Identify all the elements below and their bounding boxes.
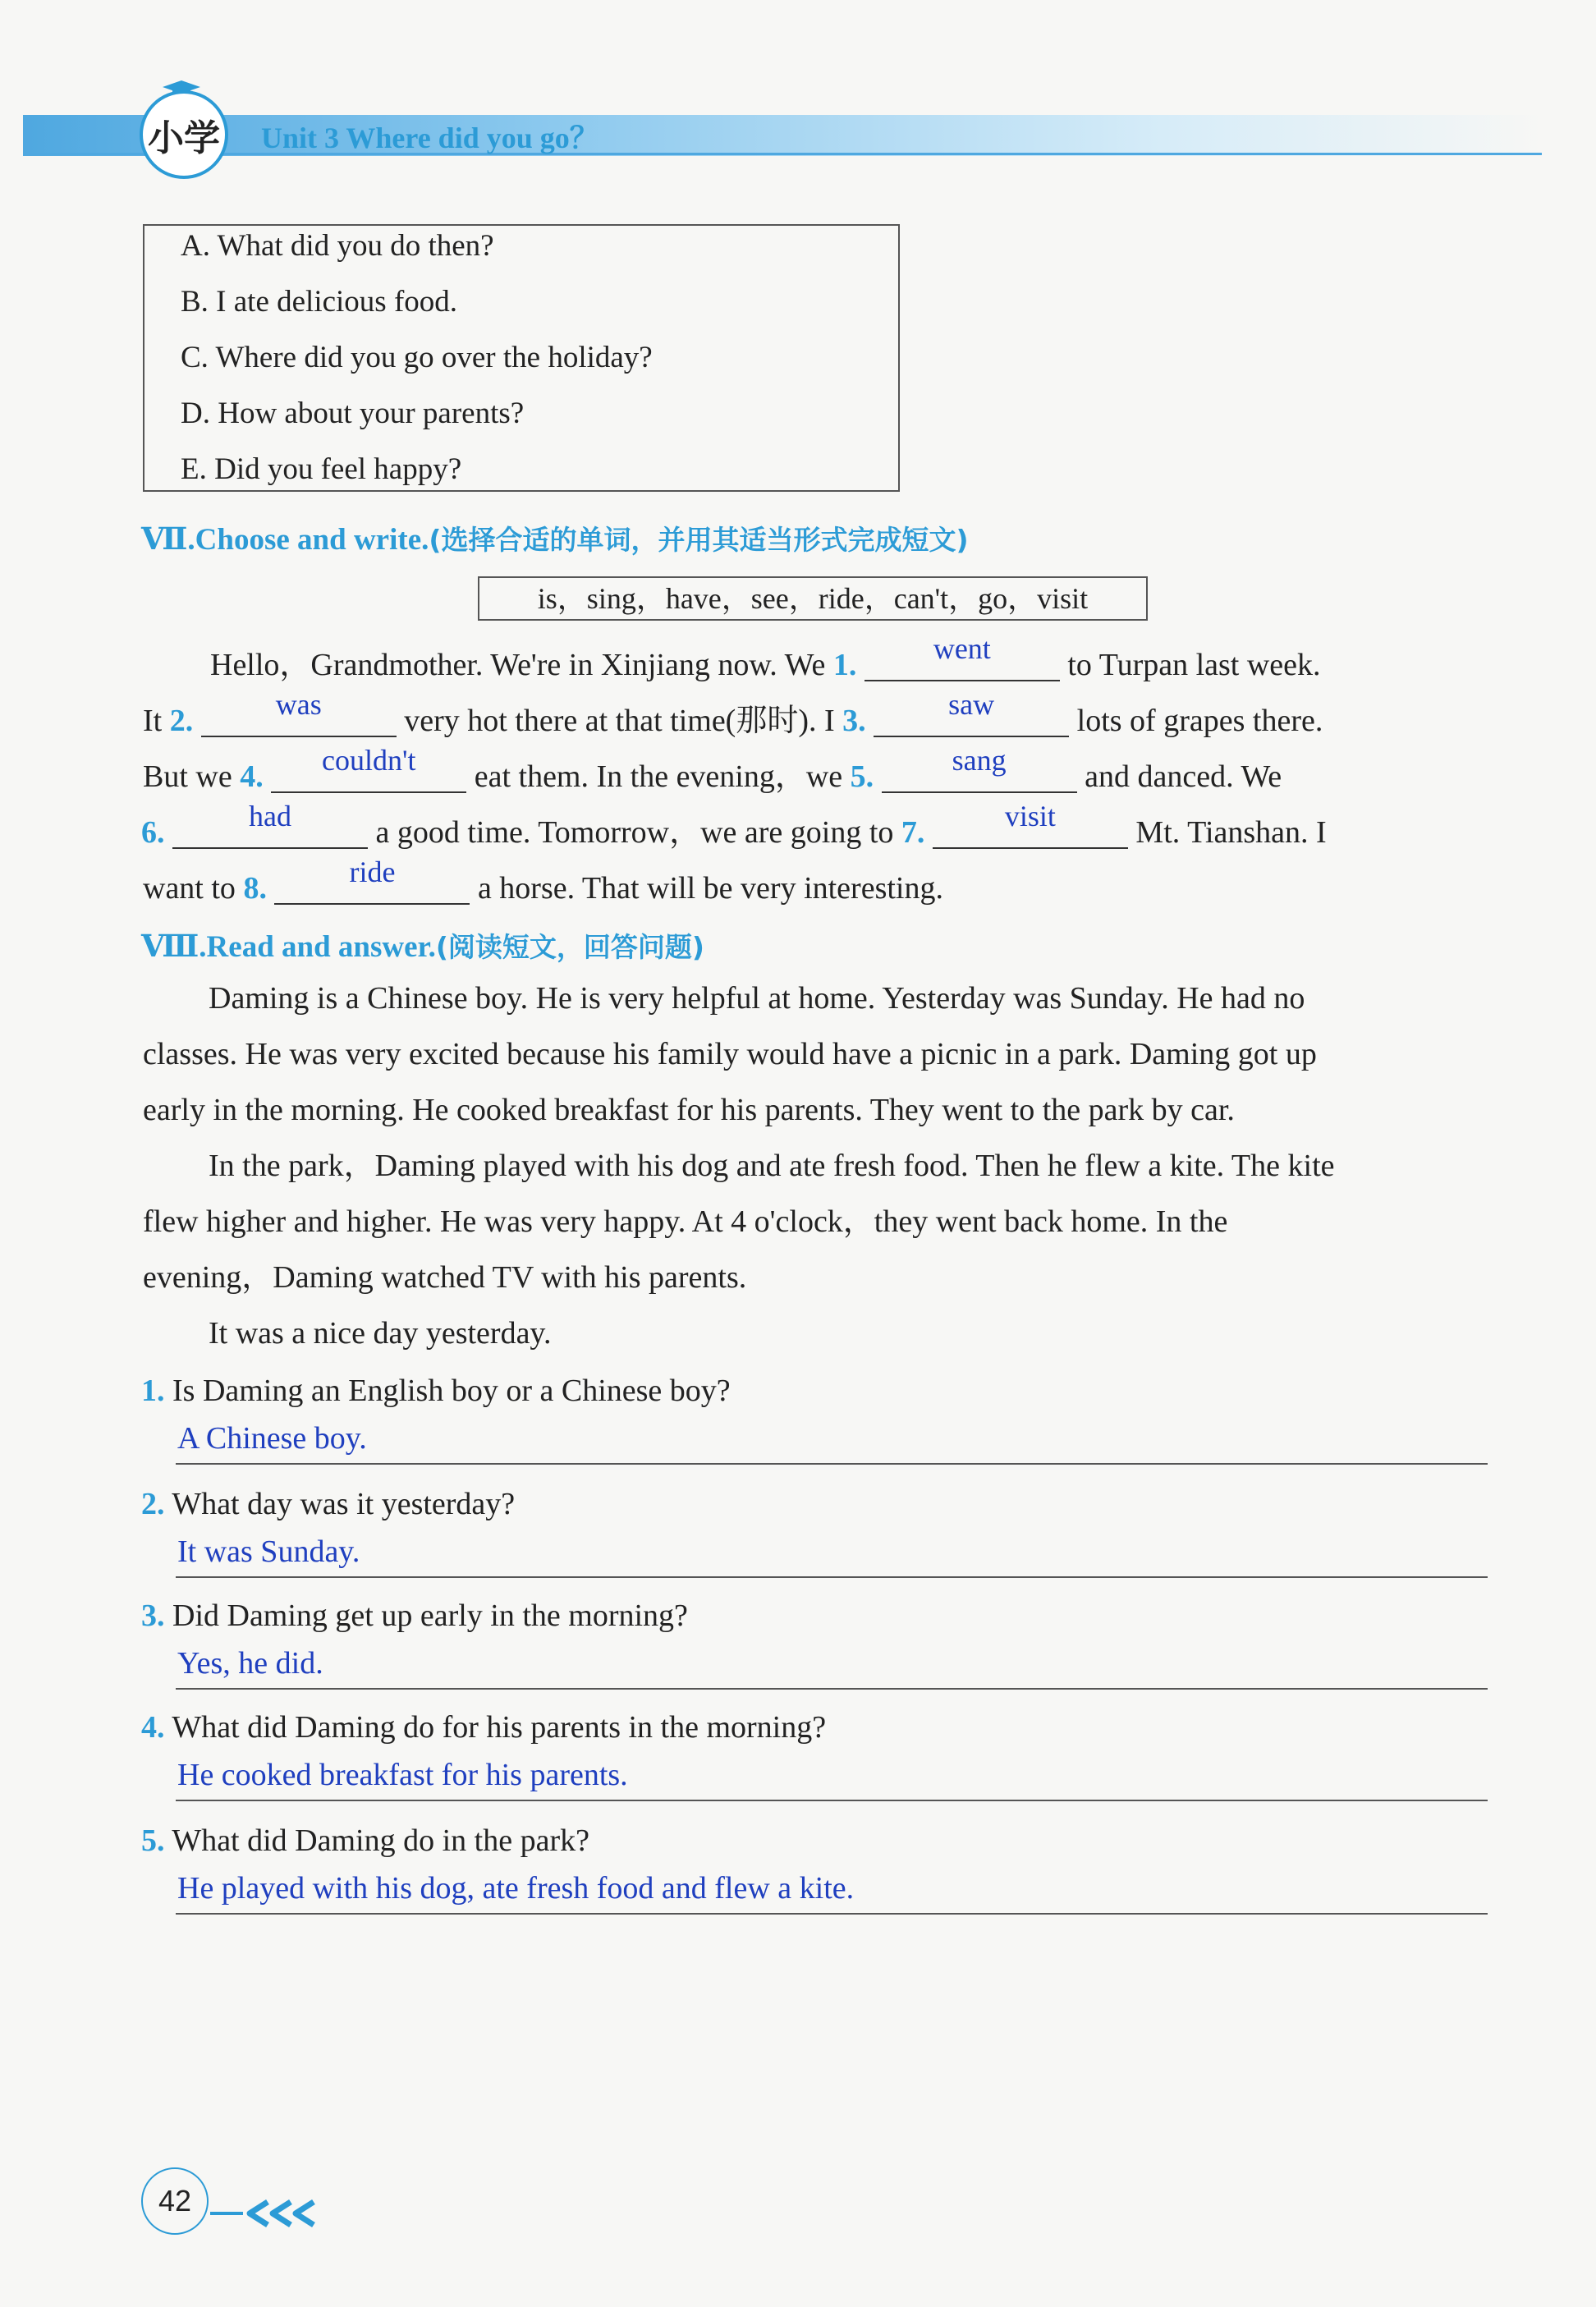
blank-6[interactable] xyxy=(172,800,368,849)
text: eat them. In the evening，we xyxy=(466,759,851,794)
option-b: B. I ate delicious food. xyxy=(181,285,458,319)
section-8-title-en: Read and answer. xyxy=(206,930,436,964)
blank-8[interactable] xyxy=(274,855,470,905)
text: and danced. We xyxy=(1076,759,1282,794)
section-8-numeral: Ⅷ. xyxy=(141,930,207,964)
text: a horse. That will be very interesting. xyxy=(470,871,943,906)
blank-number: 2. xyxy=(169,704,194,738)
blank-number: 5. xyxy=(850,759,874,794)
question-number: 1. xyxy=(141,1374,165,1408)
unit-title: Unit 3 Where did you go？ xyxy=(261,122,599,154)
passage-line-3 xyxy=(143,744,1282,794)
text: But we xyxy=(143,759,241,794)
question-number: 5. xyxy=(141,1823,165,1858)
question-number: 4. xyxy=(141,1710,165,1745)
question-5 xyxy=(141,1823,589,1859)
section-7-numeral: Ⅶ. xyxy=(141,523,195,557)
section-7-title-en: Choose and write. xyxy=(195,523,429,557)
page-number: 42 xyxy=(141,2167,209,2235)
text: a good time. Tomorrow，we are going to xyxy=(368,815,901,850)
passage-p2-line2: flew higher and higher. He was very happy. At 4 o'clock，they went back home. In the xyxy=(143,1204,1228,1239)
text: very hot there at that time(那时). I xyxy=(396,704,843,738)
passage-line-1 xyxy=(210,632,1321,682)
answer-q2[interactable]: It was Sunday. xyxy=(177,1534,360,1569)
passage-p1-line3: early in the morning. He cooked breakfast for his parents. They went to the park by car. xyxy=(143,1093,1235,1127)
question-text: What did Daming do for his parents in the morning? xyxy=(172,1710,827,1745)
blank-5[interactable] xyxy=(882,744,1077,793)
answer-5: sang xyxy=(952,744,1007,777)
blank-number: 4. xyxy=(240,759,264,794)
answer-line-2 xyxy=(176,1576,1488,1578)
text: to Turpan last week. xyxy=(1059,648,1321,682)
section-7-title xyxy=(141,519,969,557)
blank-1[interactable] xyxy=(864,632,1060,681)
blank-7[interactable] xyxy=(933,800,1128,849)
section-8-title xyxy=(141,926,704,965)
text: want to xyxy=(143,871,244,906)
answer-7: visit xyxy=(1004,800,1056,832)
passage-line-5 xyxy=(143,855,943,906)
question-1 xyxy=(141,1373,731,1409)
blank-number: 1. xyxy=(832,648,857,682)
blank-4[interactable] xyxy=(271,744,466,793)
passage-p2-line1: In the park，Daming played with his dog and ate fresh food. Then he flew a kite. The kite xyxy=(209,1149,1335,1183)
question-number: 2. xyxy=(141,1487,165,1521)
chevron-arrows-icon xyxy=(210,2197,333,2230)
passage-line-4 xyxy=(141,800,1327,850)
passage-line-2 xyxy=(143,688,1323,738)
section-7-title-cn: (选择合适的单词，并用其适当形式完成短文) xyxy=(429,524,969,556)
answer-line-4 xyxy=(176,1800,1488,1801)
answer-6: had xyxy=(249,800,291,832)
text: It xyxy=(143,704,170,738)
question-3 xyxy=(141,1598,688,1634)
passage-p1-line2: classes. He was very excited because his family would have a picnic in a park. Daming got up xyxy=(143,1037,1317,1071)
question-text: What did Daming do in the park? xyxy=(172,1823,589,1858)
question-number: 3. xyxy=(141,1598,165,1633)
section-8-title-cn: (阅读短文，回答问题) xyxy=(435,931,704,963)
answer-1: went xyxy=(933,632,991,665)
question-2 xyxy=(141,1486,515,1522)
header-line xyxy=(23,153,1542,155)
passage-p3-line1: It was a nice day yesterday. xyxy=(209,1316,552,1351)
answer-q5[interactable]: He played with his dog, ate fresh food and flew a kite. xyxy=(177,1871,855,1906)
option-d: D. How about your parents? xyxy=(181,397,525,430)
question-text: What day was it yesterday? xyxy=(172,1487,516,1521)
text: Mt. Tianshan. I xyxy=(1127,815,1327,850)
blank-number: 8. xyxy=(243,871,267,906)
answer-q3[interactable]: Yes, he did. xyxy=(177,1646,323,1681)
answer-8: ride xyxy=(349,855,396,888)
answer-4: couldn't xyxy=(321,744,416,777)
answer-line-5 xyxy=(176,1913,1488,1915)
question-4 xyxy=(141,1709,826,1745)
text: Hello，Grandmother. We're in Xinjiang now. We xyxy=(210,648,833,682)
passage-p1-line1: Daming is a Chinese boy. He is very helpful at home. Yesterday was Sunday. He had no xyxy=(209,981,1305,1016)
question-text: Did Daming get up early in the morning? xyxy=(172,1598,688,1633)
blank-2[interactable] xyxy=(201,688,397,737)
blank-3[interactable] xyxy=(874,688,1069,737)
option-a: A. What did you do then? xyxy=(181,229,494,263)
blank-number: 7. xyxy=(901,815,925,850)
blank-number: 6. xyxy=(141,815,165,850)
blank-number: 3. xyxy=(842,704,866,738)
passage-p2-line3: evening，Daming watched TV with his parents. xyxy=(143,1260,747,1295)
logo-badge: 小学 xyxy=(140,90,228,179)
word-box: is，sing，have，see，ride，can't，go，visit xyxy=(478,576,1148,621)
question-text: Is Daming an English boy or a Chinese boy? xyxy=(172,1374,731,1408)
header-band xyxy=(23,115,1542,156)
answer-line-3 xyxy=(176,1688,1488,1690)
answer-q4[interactable]: He cooked breakfast for his parents. xyxy=(177,1758,628,1792)
option-c: C. Where did you go over the holiday? xyxy=(181,341,653,374)
answer-q1[interactable]: A Chinese boy. xyxy=(177,1421,367,1456)
option-e: E. Did you feel happy? xyxy=(181,452,462,486)
text: lots of grapes there. xyxy=(1069,704,1323,738)
answer-line-1 xyxy=(176,1463,1488,1465)
answer-3: saw xyxy=(948,688,995,721)
answer-2: was xyxy=(275,688,322,721)
